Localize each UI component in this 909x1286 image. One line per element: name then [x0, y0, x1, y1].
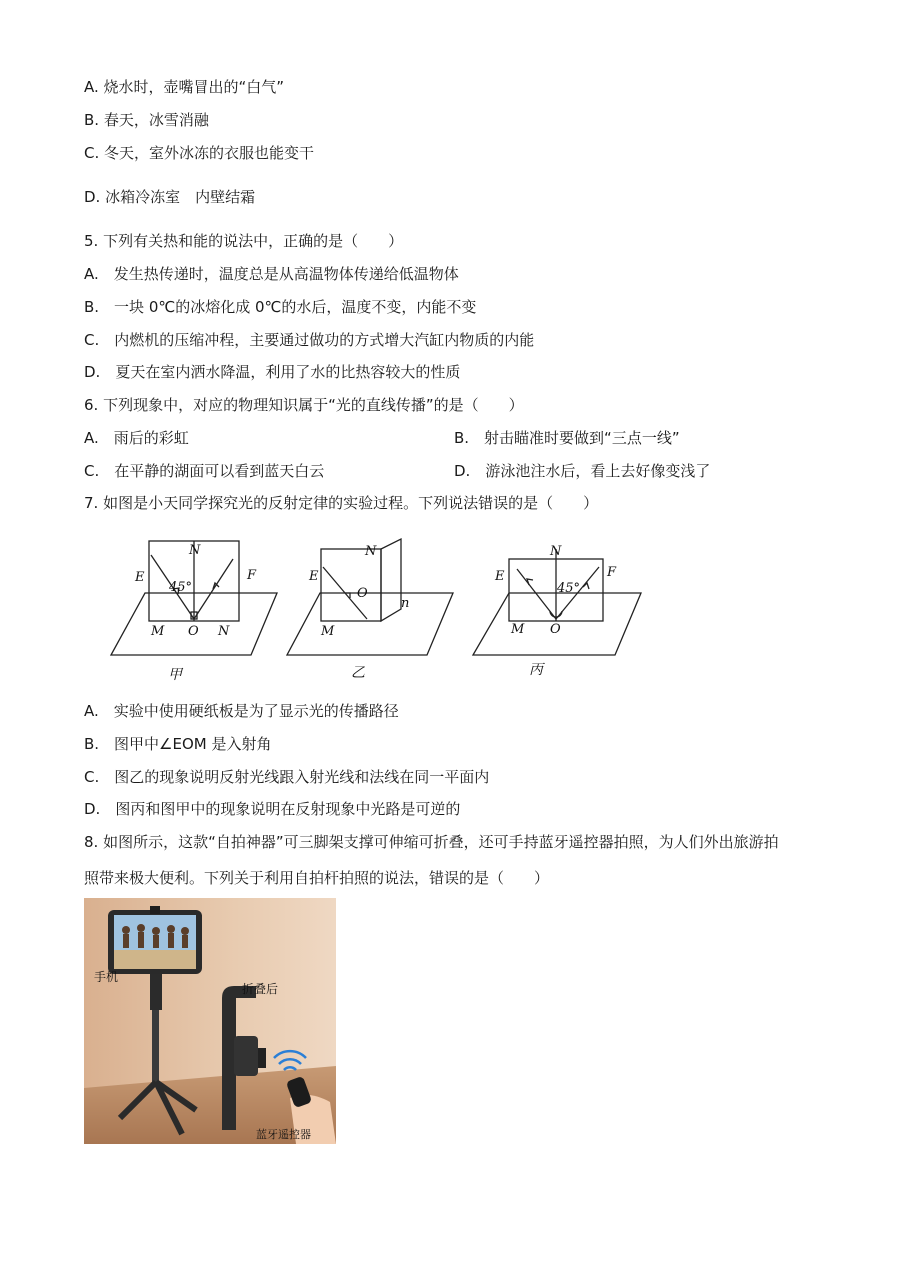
panel-yi-board-right: [381, 539, 401, 621]
q7-stem: 7. 如图是小天同学探究光的反射定律的实验过程。下列说法错误的是（ ）: [84, 494, 599, 512]
panel-bing-label-n: N: [550, 544, 562, 559]
panel-jia-label-f: F: [247, 568, 257, 583]
q5-option-c: C. 内燃机的压缩冲程，主要通过做功的方式增大汽缸内物质的内能: [84, 331, 535, 349]
panel-jia-label-m: M: [151, 624, 165, 639]
q8-stem-line1: 8. 如图所示，这款“自拍神器”可三脚架支撑可伸缩可折叠，还可手持蓝牙遥控器拍照，为人们外出旅游拍: [84, 833, 779, 851]
q7-option-a: A. 实验中使用硬纸板是为了显示光的传播路径: [84, 702, 399, 720]
panel-bing-arrow-out: [583, 583, 589, 589]
panel-yi-board-left: [321, 549, 381, 621]
panel-bing-label-m: M: [511, 622, 525, 637]
q4-option-b: B. 春天，冰雪消融: [84, 111, 209, 129]
q5-option-a: A. 发生热传递时，温度总是从高温物体传递给低温物体: [84, 265, 459, 283]
panel-jia-label-n2: N: [218, 624, 230, 639]
panel-bing-label-o: O: [550, 622, 561, 637]
photo-label-phone: 手机: [94, 970, 119, 984]
panel-yi-label-n-small: n: [401, 596, 410, 611]
panel-jia-label-angle: 45°: [169, 580, 193, 595]
q4-option-d: D. 冰箱冷冻室 内壁结霜: [84, 188, 256, 206]
panel-bing-arrow-in: [527, 579, 533, 585]
q4-option-a: A. 烧水时，壶嘴冒出的“白气”: [84, 78, 285, 96]
reflection-experiment-figure: [105, 535, 650, 685]
panel-yi-label-e: E: [309, 569, 319, 584]
panel-yi-label-n: N: [365, 544, 377, 559]
panel-yi-label-m: M: [321, 624, 335, 639]
panel-yi-caption: 乙: [351, 665, 365, 681]
selfie-stick-photo: [84, 898, 336, 1144]
q8-stem-line2: 照带来极大便利。下列关于利用自拍杆拍照的说法，错误的是（ ）: [84, 869, 550, 887]
q7-option-d: D. 图丙和图甲中的现象说明在反射现象中光路是可逆的: [84, 800, 461, 818]
q6-option-c: C. 在平静的湖面可以看到蓝天白云: [84, 462, 325, 480]
panel-jia-label-e: E: [135, 570, 145, 585]
q7-option-c: C. 图乙的现象说明反射光线跟入射光线和法线在同一平面内: [84, 768, 490, 786]
photo-label-folded: 折叠后: [242, 982, 279, 996]
q6-option-d: D. 游泳池注水后，看上去好像变浅了: [454, 462, 711, 480]
panel-jia-caption: 甲: [168, 667, 182, 683]
q4-option-c: C. 冬天，室外冰冻的衣服也能变干: [84, 144, 315, 162]
panel-bing-label-e: E: [495, 569, 505, 584]
panel-bing-caption: 丙: [529, 662, 543, 678]
panel-jia-label-n: N: [189, 543, 201, 558]
q5-option-b: B. 一块 0℃的冰熔化成 0℃的水后，温度不变，内能不变: [84, 298, 477, 316]
q7-option-b: B. 图甲中∠EOM 是入射角: [84, 735, 272, 753]
q5-stem: 5. 下列有关热和能的说法中，正确的是（ ）: [84, 232, 404, 250]
q5-option-d: D. 夏天在室内洒水降温，利用了水的比热容较大的性质: [84, 363, 461, 381]
panel-yi-mirror: [287, 593, 453, 655]
panel-bing-label-angle: 45°: [557, 581, 581, 596]
q6-option-a: A. 雨后的彩虹: [84, 429, 189, 447]
panel-jia-label-o: O: [188, 624, 199, 639]
q6-option-b: B. 射击瞄准时要做到“三点一线”: [454, 429, 680, 447]
panel-yi-label-o: O: [357, 586, 368, 601]
tripod-pole: [152, 1010, 159, 1084]
panel-bing-label-f: F: [607, 565, 617, 580]
photo-label-remote: 蓝牙遥控器: [256, 1128, 311, 1141]
q6-stem: 6. 下列现象中，对应的物理知识属于“光的直线传播”的是（ ）: [84, 396, 524, 414]
